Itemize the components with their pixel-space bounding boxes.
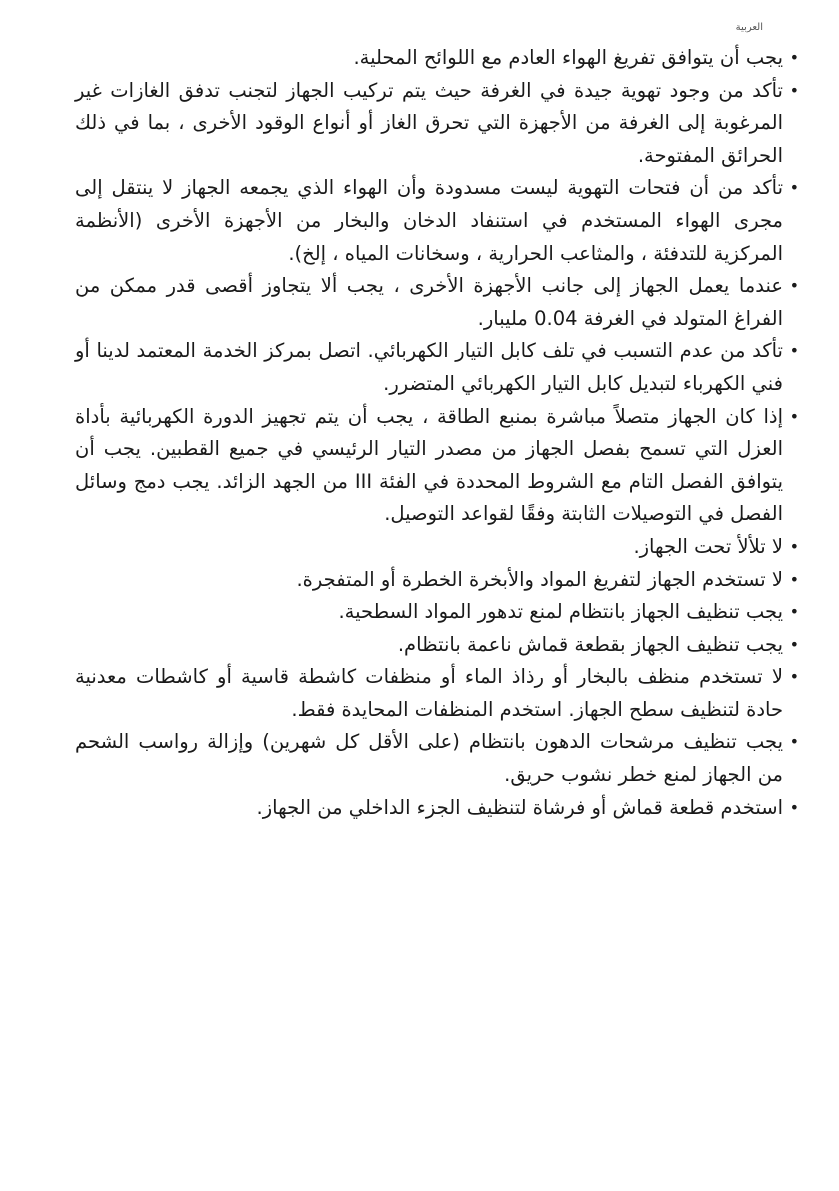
bullet-icon: • — [789, 569, 799, 589]
bullet-icon: • — [789, 732, 799, 752]
list-item-text: إذا كان الجهاز متصلاً مباشرة بمنبع الطاقة ، يجب أن يتم تجهيز الدورة الكهربائية بأداة العزل التي تسمح بفصل الجهاز من مصدر التيار الرئيسي في جميع القطبين. يجب أن يتوافق الفصل التام مع الشروط المحددة في الفئة III من الجهد الزائد. يجب دمج وسائل الفصل في التوصيلات الثابتة وفقًا لقواعد التوصيل. — [75, 404, 783, 526]
list-item — [75, 661, 799, 726]
list-item — [75, 792, 799, 825]
bullet-icon: • — [789, 406, 799, 426]
list-item-text: لا تلألأ تحت الجهاز. — [633, 534, 783, 558]
bullet-icon: • — [789, 634, 799, 654]
list-item — [75, 42, 799, 75]
list-item — [75, 270, 799, 335]
list-item-text: تأكد من وجود تهوية جيدة في الغرفة حيث يتم تركيب الجهاز لتجنب تدفق الغازات غير المرغوبة إلى الغرفة من الأجهزة التي تحرق الغاز أو أنواع الوقود الأخرى ، بما في ذلك الحرائق المفتوحة. — [75, 78, 783, 167]
bullet-icon: • — [789, 48, 799, 67]
bullet-icon: • — [789, 667, 799, 687]
bullet-icon: • — [789, 602, 799, 622]
language-label: العربية — [735, 22, 763, 33]
list-item-text: يجب تنظيف مرشحات الدهون بانتظام (على الأقل كل شهرين) وإزالة رواسب الشحم من الجهاز لمنع خطر نشوب حريق. — [75, 730, 783, 787]
bullet-icon: • — [789, 178, 799, 198]
bullet-icon: • — [789, 276, 799, 296]
list-item — [75, 564, 799, 597]
list-item-text: لا تستخدم الجهاز لتفريغ المواد والأبخرة الخطرة أو المتفجرة. — [296, 567, 783, 591]
list-item-text: يجب تنظيف الجهاز بانتظام لمنع تدهور المواد السطحية. — [338, 600, 783, 624]
bullet-icon: • — [789, 797, 799, 817]
bullet-icon: • — [789, 80, 799, 100]
safety-instructions-list — [75, 42, 799, 824]
bullet-icon: • — [789, 341, 799, 361]
list-item — [75, 401, 799, 531]
list-item-text: يجب أن يتوافق تفريغ الهواء العادم مع اللوائح المحلية. — [353, 46, 783, 69]
list-item — [75, 629, 799, 662]
list-item-text: عندما يعمل الجهاز إلى جانب الأجهزة الأخرى ، يجب ألا يتجاوز أقصى قدر ممكن من الفراغ المتولد في الغرفة 0.04 مليبار. — [75, 274, 783, 330]
list-item-text: تأكد من أن فتحات التهوية ليست مسدودة وأن الهواء الذي يجمعه الجهاز لا ينتقل إلى مجرى الهواء المستخدم في استنفاد الدخان والبخار من الأجهزة الأخرى (الأنظمة المركزية للتدفئة ، والمثاعب الحرارية ، وسخانات المياه ، إلخ). — [75, 176, 783, 265]
list-item — [75, 75, 799, 173]
list-item-text: يجب تنظيف الجهاز بقطعة قماش ناعمة بانتظام. — [397, 632, 783, 656]
list-item — [75, 726, 799, 791]
list-item — [75, 172, 799, 270]
list-item-text: استخدم قطعة قماش أو فرشاة لتنظيف الجزء الداخلي من الجهاز. — [256, 795, 783, 819]
bullet-icon: • — [789, 536, 799, 556]
list-item — [75, 335, 799, 400]
list-item — [75, 531, 799, 564]
list-item-text: تأكد من عدم التسبب في تلف كابل التيار الكهربائي. اتصل بمركز الخدمة المعتمد لدينا أو فني الكهرباء لتبديل كابل التيار الكهربائي المتضرر. — [75, 339, 783, 395]
list-item-text: لا تستخدم منظف بالبخار أو رذاذ الماء أو منظفات كاشطة قاسية أو كاشطات معدنية حادة لتنظيف سطح الجهاز. استخدم المنظفات المحايدة فقط. — [75, 665, 783, 721]
list-item — [75, 596, 799, 629]
